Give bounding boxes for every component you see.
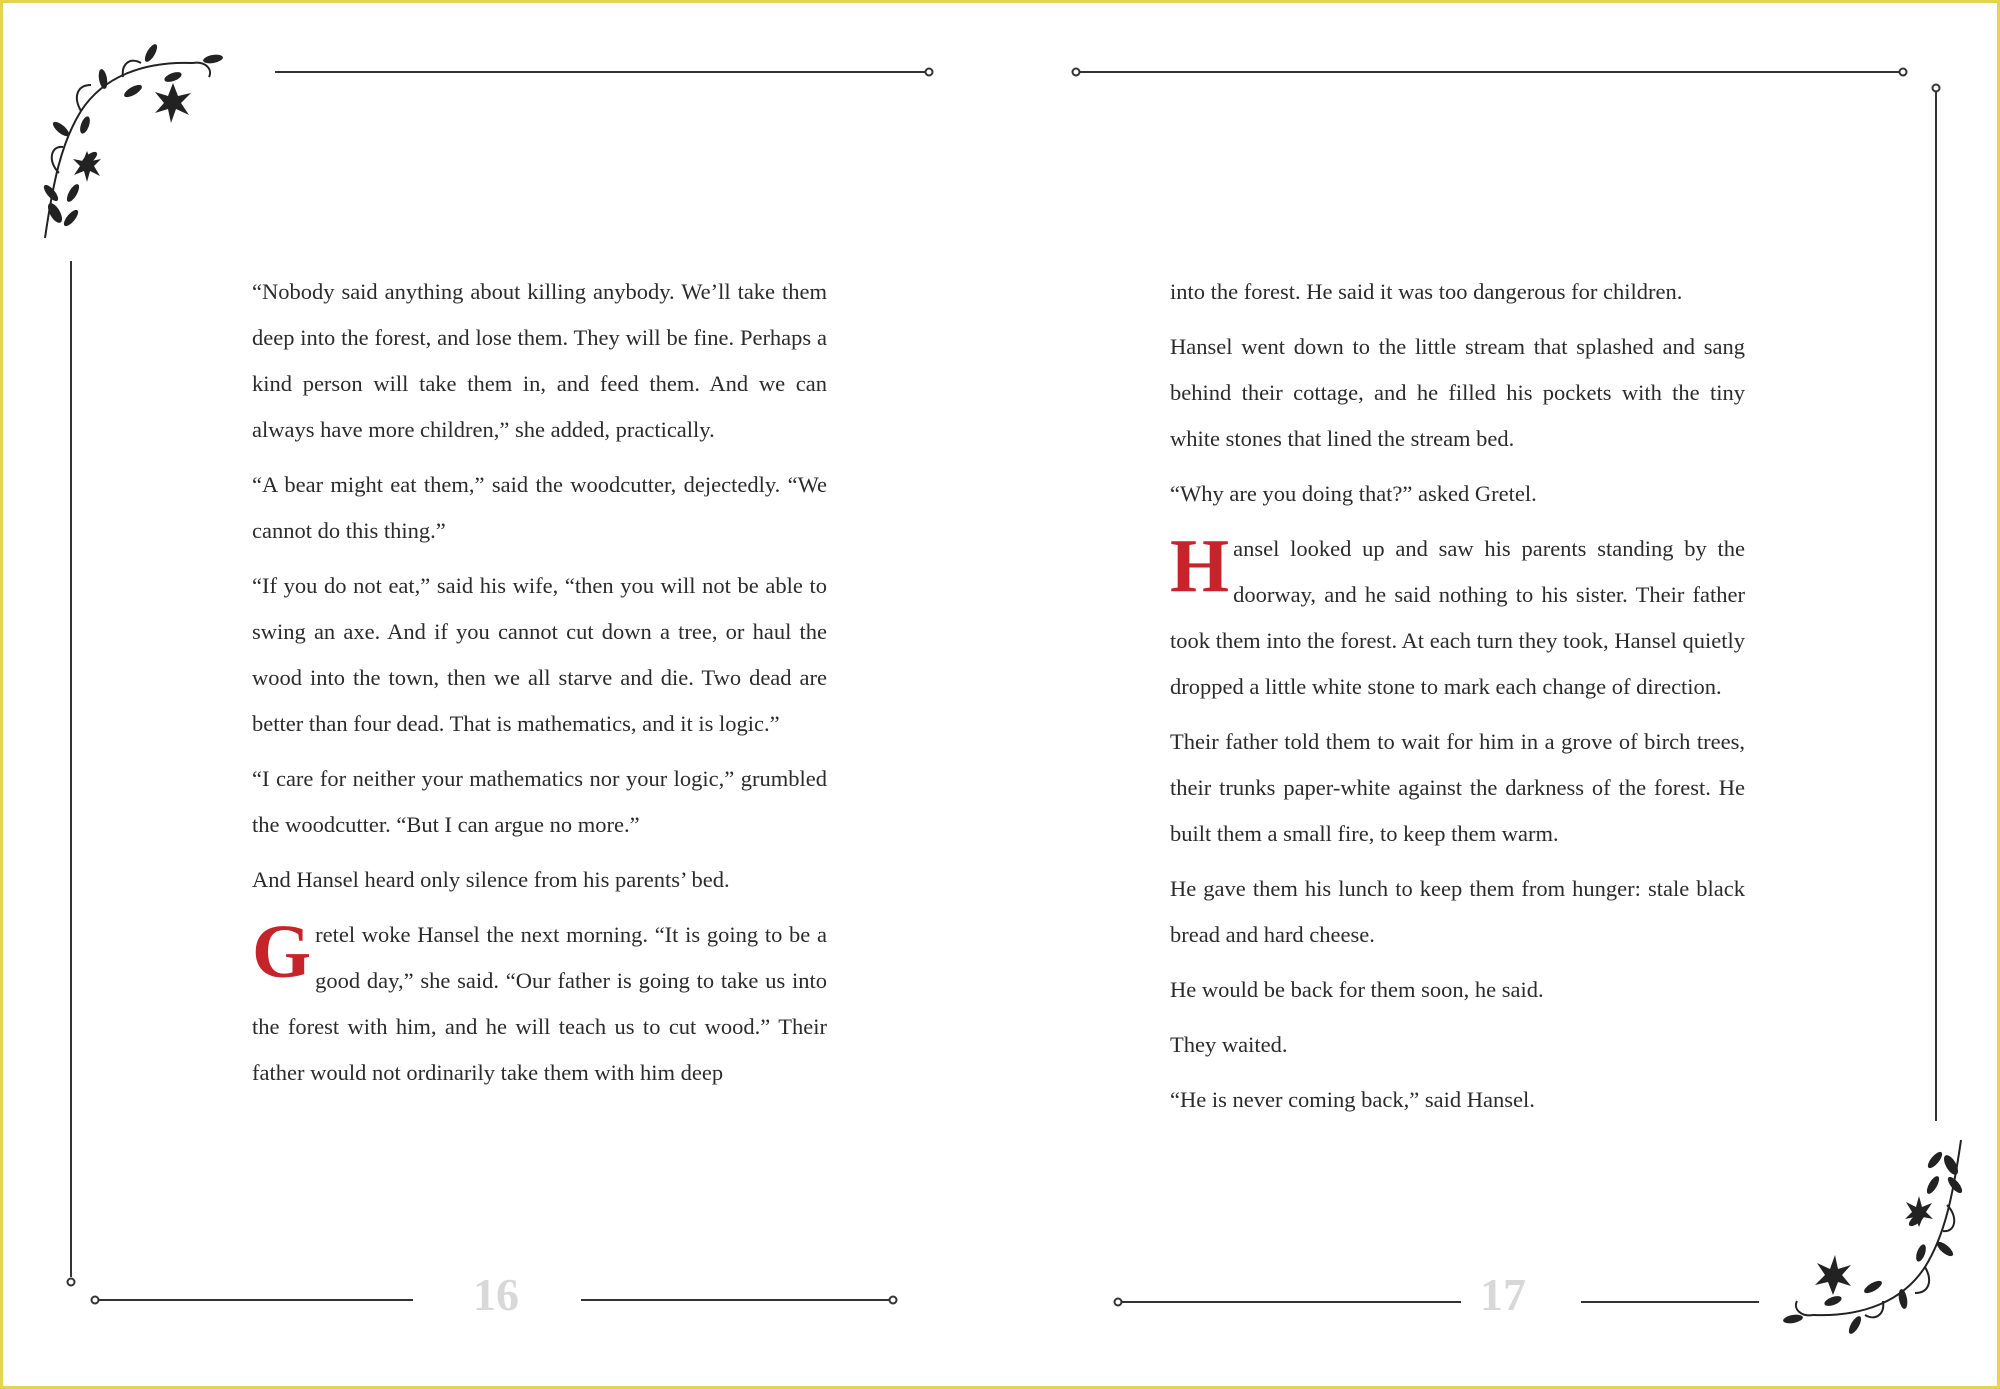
paragraph: “A bear might eat them,” said the woodcutter, dejectedly. “We cannot do this thing.” [252,472,827,543]
floral-vine-ornament-icon [33,33,233,248]
paragraph: Their father told them to wait for him in a grove of birch trees, their trunks paper-white against the darkness of the forest. He built them a small fire, to keep them warm. [1170,729,1745,846]
right-page-text [1170,269,1745,1132]
paragraph: “If you do not eat,” said his wife, “then you will not be able to swing an axe. And if you cannot cut down a tree, or haul the wood into the town, then we all starve and die. Two dead are better than four dead. That is mathematics, and it is logic.” [252,573,827,736]
paragraph: Hansel went down to the little stream that splashed and sang behind their cottage, and he filled his pockets with the tiny white stones that lined the stream bed. [1170,334,1745,451]
paragraph: “Why are you doing that?” asked Gretel. [1170,481,1537,506]
paragraph: He gave them his lunch to keep them from hunger: stale black bread and hard cheese. [1170,876,1745,947]
floral-vine-ornament-icon [1773,1131,1973,1346]
paragraph: “I care for neither your mathematics nor your logic,” grumbled the woodcutter. “But I can argue no more.” [252,766,827,837]
page-number-right: 17 [1480,1269,1526,1320]
paragraph-dropcap: Hansel looked up and saw his parents standing by the doorway, and he said nothing to his sister. Their father took them into the forest. At each turn they took, Hansel quietly dropped a little white stone to mark each change of direction. [1170,524,1745,699]
paragraph: They waited. [1170,1032,1288,1057]
left-page-text [252,269,827,1105]
paragraph-dropcap: Gretel woke Hansel the next morning. “It is going to be a good day,” she said. “Our father is going to take us into the forest with him, and he will teach us to cut wood.” Their father would not ordinarily take them with him deep [252,910,827,1085]
paragraph: “He is never coming back,” said Hansel. [1170,1087,1535,1112]
paragraph: And Hansel heard only silence from his parents’ bed. [252,867,730,892]
page-number-left: 16 [473,1269,519,1320]
paragraph: “Nobody said anything about killing anybody. We’ll take them deep into the forest, and lose them. They will be fine. Perhaps a kind person will take them in, and feed them. And we can always have more children,” she added, practically. [252,279,827,442]
paragraph: into the forest. He said it was too dangerous for children. [1170,279,1683,304]
paragraph: He would be back for them soon, he said. [1170,977,1544,1002]
